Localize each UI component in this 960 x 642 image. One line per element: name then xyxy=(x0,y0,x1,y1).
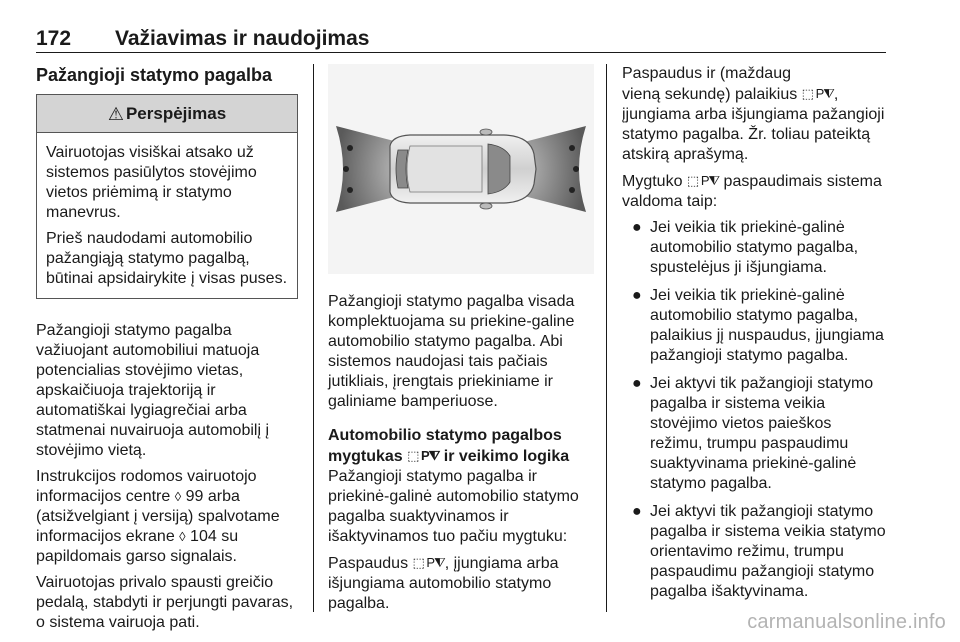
warning-text-1: Vairuotojas visiškai atsako už sistemos pasiūlytos stovėjimo vietos priėmimą ir statymo manevrus. xyxy=(46,144,257,221)
warning-text-2: Prieš naudodami automobilio pažangiąją statymo pagalbą, būtinai apsidairykite į visas puses. xyxy=(46,230,288,287)
long-press-paragraph: Paspaudus ir (maždaug vieną sekundę) palaikius ⬚ P⧨, įjungiama arba išjungiama pažangioji statymo pagalba. Žr. toliau pateiktą atskirą aprašymą. xyxy=(622,65,885,163)
column-3 xyxy=(622,64,890,610)
list-item: ● Jei veikia tik priekinė-galinė automobilio statymo pagalba, palaikius jį nuspaudus, įjungiama pažangioji statymo pagalba. xyxy=(632,287,884,364)
control-paragraph: Mygtuko ⬚ P⧨ paspaudimais sistema valdoma taip: xyxy=(622,173,882,210)
warning-triangle-icon: ⚠ xyxy=(107,103,124,124)
watermark: carmanualsonline.info xyxy=(747,611,946,633)
column-divider-1 xyxy=(313,64,314,612)
list-item: ● Jei aktyvi tik pažangioji statymo pagalba ir sistema veikia stovėjimo vietos paieškos režimu, trumpu paspaudimu suaktyvinama priekinė-galinė statymo pagalba. xyxy=(632,375,874,492)
page-number: 172 xyxy=(36,27,72,50)
page-reference-icon: ◊ xyxy=(179,529,186,544)
instructions-paragraph: Instrukcijos rodomos vairuotojo informacijos centre ◊ 99 arba (atsižvelgiant į versiją) spalvotame informacijos ekrane ◊ 104 su papildomais garso signalais. xyxy=(36,468,280,565)
bullet-icon: ● xyxy=(632,503,642,520)
parking-button-icon: ⬚ P⧨ xyxy=(407,448,440,463)
page-reference-icon: ◊ xyxy=(174,489,182,504)
parking-button-icon: ⬚ P⧨ xyxy=(412,555,445,570)
parking-button-icon: ⬚ P⧨ xyxy=(801,86,834,101)
warning-body xyxy=(37,133,297,298)
system-paragraph: Pažangioji statymo pagalba visada komplektuojama su priekine-galine automobilio statymo pagalba. Abi sistemos naudojasi tais pačiais jutikliais, įrengtais priekiniame ir galiniame bamperiuose. xyxy=(328,293,575,410)
bullet-icon: ● xyxy=(632,287,642,304)
list-item: ● Jei aktyvi tik pažangioji statymo pagalba ir sistema veikia statymo orientavimo režimu, trumpu paspaudimu pažangioji statymo pagalba išaktyvinama. xyxy=(632,503,886,600)
intro-paragraph: Pažangioji statymo pagalba važiuojant automobiliui matuoja potencialias stovėjimo vietas, apskaičiuoja trajektoriją ir automatiškai lygiagrečiai arba statmenai nuvairuoja automobilį į stovėjimo vietą. xyxy=(36,322,270,459)
column-divider-2 xyxy=(606,64,607,612)
car-parking-sensors-diagram xyxy=(328,64,598,274)
bullet-icon: ● xyxy=(632,219,642,236)
bullet-list xyxy=(622,218,890,602)
warning-header xyxy=(37,95,297,133)
warning-box xyxy=(36,94,298,299)
warning-title: Perspėjimas xyxy=(125,103,227,123)
section-title: Pažangioji statymo pagalba xyxy=(36,65,273,85)
list-item: ● Jei veikia tik priekinė-galinė automobilio statymo pagalba, spustelėjus ji išjungiama. xyxy=(632,219,859,276)
chapter-title: Važiavimas ir naudojimas xyxy=(115,27,370,50)
driver-responsibility-paragraph: Vairuotojas privalo spausti greičio pedalą, stabdyti ir perjungti pavaras, o sistema vairuoja pati. xyxy=(36,574,294,631)
button-paragraph: Pažangioji statymo pagalba ir priekinė-galinė automobilio statymo pagalba suaktyvinamos ir išaktyvinamos tuo pačiu mygtuku: xyxy=(328,468,579,545)
header-divider xyxy=(36,52,886,53)
bullet-icon: ● xyxy=(632,375,642,392)
page-header xyxy=(36,27,926,51)
column-1 xyxy=(36,64,298,639)
press-paragraph: Paspaudus ⬚ P⧨, įjungiama arba išjungiama automobilio statymo pagalba. xyxy=(328,555,559,612)
subsection-heading: Automobilio statymo pagalbos mygtukas ⬚ P⧨ ir veikimo logika xyxy=(328,427,570,465)
parking-button-icon: ⬚ P⧨ xyxy=(686,173,720,188)
column-2 xyxy=(328,64,594,620)
